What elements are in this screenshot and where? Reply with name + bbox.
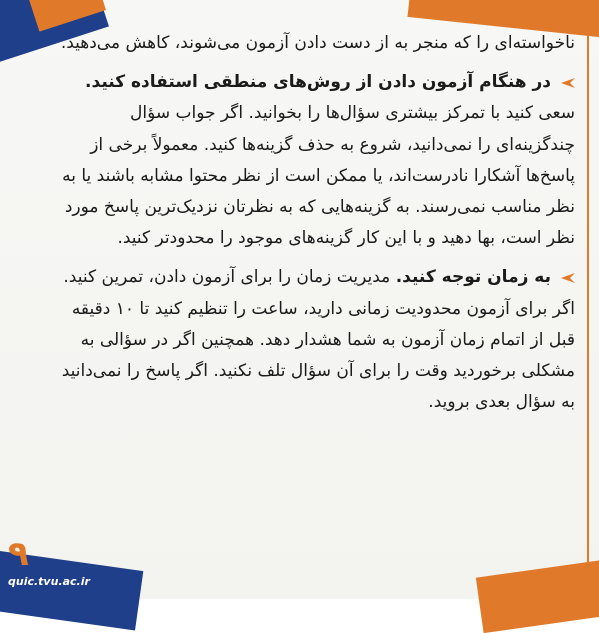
section-heading: به زمان توجه کنید. bbox=[395, 267, 551, 288]
section-time-logic bbox=[55, 67, 575, 254]
arrow-bullet-icon bbox=[561, 68, 575, 78]
document-body bbox=[55, 28, 575, 418]
section-time-management bbox=[55, 262, 575, 418]
intro-paragraph: ناخواسته‌ای را که منجر به از دست دادن آزمون می‌شوند، کاهش می‌دهید. bbox=[60, 33, 575, 53]
section-heading: در هنگام آزمون دادن از روش‌های منطقی استفاده کنید. bbox=[85, 72, 551, 93]
section-body: سعی کنید با تمرکز بیشتری سؤال‌ها را بخوانید. اگر جواب سؤال چندگزینه‌ای را نمی‌دانید، شروع به حذف گزینه‌ها کنید. معمولاً برخی از پاسخ‌ها آشکارا نادرست‌اند، یا ممکن است از نظر محتوا مشابه باشند یا به نظر مناسب نمی‌رسند. به گزینه‌هایی که به نظرتان نزدیک‌ترین پاسخ مورد نظر است، بها دهید و با این کار گزینه‌های موجود را محدودتر کنید. bbox=[62, 103, 575, 249]
section-body: مدیریت زمان را برای آزمون دادن، تمرین کنید. اگر برای آزمون محدودیت زمانی دارید، ساعت را تنظیم کنید تا ۱۰ دقیقه قبل از اتمام زمان آزمون به شما هشدار دهد. همچنین اگر در سؤالی به مشکلی برخوردید وقت را برای آن سؤال تلف نکنید. اگر پاسخ را نمی‌دانید به سؤال بعدی بروید. bbox=[61, 267, 575, 413]
page-number: ۹ bbox=[8, 534, 29, 574]
side-rule bbox=[587, 30, 589, 590]
site-url[interactable]: quic.tvu.ac.ir bbox=[8, 575, 90, 588]
arrow-bullet-icon bbox=[561, 263, 575, 273]
corner-decoration-orange bbox=[476, 557, 599, 633]
